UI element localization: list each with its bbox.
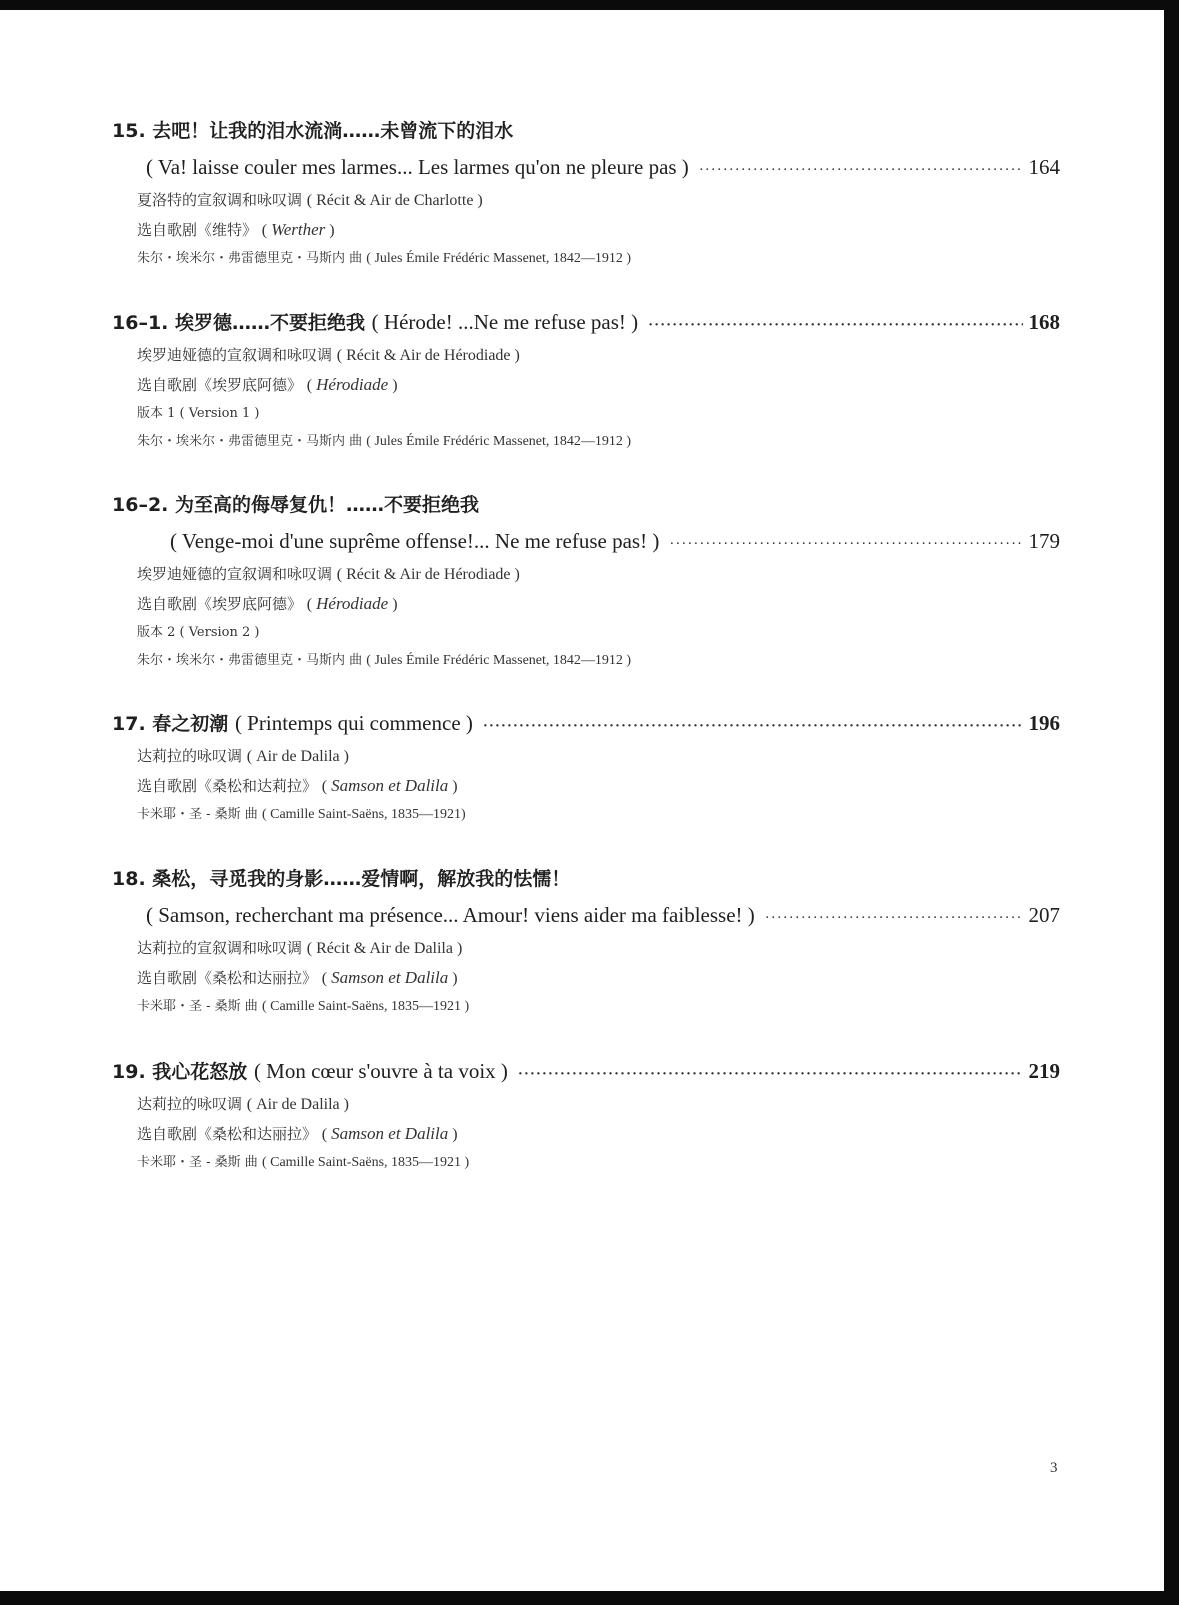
entry-aria: 夏洛特的宣叙调和咏叹调 ( Récit & Air de Charlotte ) — [137, 191, 483, 209]
toc-entry-18[interactable] — [112, 861, 1060, 1021]
entry-heading — [112, 861, 1060, 897]
entry-fr-title-line — [112, 897, 1060, 933]
entry-aria: 达莉拉的宣叙调和咏叹调 ( Récit & Air de Dalila ) — [137, 939, 463, 957]
entry-heading — [112, 487, 1060, 523]
entry-fr-title: ( Venge-moi d'une suprême offense!... Ne me refuse pas! ) — [170, 529, 660, 553]
entry-zh-title: 我心花怒放 — [152, 1061, 248, 1083]
toc-entry-17[interactable] — [112, 705, 1060, 829]
entry-version: 版本 2 ( Version 2 ) — [137, 625, 260, 640]
entry-opera: 选自歌剧《维特》 ( Werther ) — [137, 220, 335, 239]
entry-number: 15. — [112, 120, 146, 142]
entry-fr-title: ( Va! laisse couler mes larmes... Les larmes qu'on ne pleure pas ) — [146, 155, 689, 179]
bottom-border — [0, 1591, 1179, 1605]
entry-fr-title: ( Mon cœur s'ouvre à ta voix ) — [253, 1059, 508, 1083]
entry-number: 16–1. — [112, 312, 169, 334]
entry-opera: 选自歌剧《桑松和达丽拉》 ( Samson et Dalila ) — [137, 1124, 458, 1143]
entry-version: 版本 1 ( Version 1 ) — [137, 406, 260, 421]
entry-page-number[interactable]: 219 — [1028, 1059, 1060, 1083]
right-border — [1164, 0, 1179, 1605]
entry-page-number[interactable]: 179 — [1028, 529, 1060, 553]
entry-opera: 选自歌剧《埃罗底阿德》 ( Hérodiade ) — [137, 375, 398, 394]
entry-aria: 达莉拉的咏叹调 ( Air de Dalila ) — [137, 747, 349, 765]
entry-zh-title: 春之初潮 — [152, 713, 229, 735]
entry-heading — [112, 113, 1060, 149]
entry-zh-title: 去吧！让我的泪水流淌……未曾流下的泪水 — [152, 120, 514, 142]
leader-dots — [518, 1056, 1023, 1092]
entry-composer: 卡米耶・圣 - 桑斯 曲 ( Camille Saint-Saëns, 1835—1921) — [137, 807, 466, 822]
entry-page-number[interactable]: 196 — [1028, 711, 1060, 735]
entry-fr-title-line — [112, 149, 1060, 185]
entry-composer: 朱尔・埃米尔・弗雷德里克・马斯内 曲 ( Jules Émile Frédéric Massenet, 1842—1912 ) — [137, 251, 632, 266]
entry-zh-title: 埃罗德……不要拒绝我 — [175, 312, 366, 334]
entry-number: 17. — [112, 713, 146, 735]
entry-page-number[interactable]: 164 — [1028, 155, 1060, 179]
entry-composer: 卡米耶・圣 - 桑斯 曲 ( Camille Saint-Saëns, 1835—1921 ) — [137, 1155, 470, 1170]
entry-composer: 卡米耶・圣 - 桑斯 曲 ( Camille Saint-Saëns, 1835—1921 ) — [137, 999, 470, 1014]
entry-aria: 达莉拉的咏叹调 ( Air de Dalila ) — [137, 1095, 349, 1113]
entry-page-number[interactable]: 207 — [1028, 903, 1060, 927]
entry-number: 19. — [112, 1061, 146, 1083]
entry-opera: 选自歌剧《桑松和达莉拉》 ( Samson et Dalila ) — [137, 776, 458, 795]
leader-dots — [699, 152, 1023, 188]
toc-entry-15[interactable] — [112, 113, 1060, 273]
entry-heading — [112, 304, 1060, 340]
entry-aria: 埃罗迪娅德的宣叙调和咏叹调 ( Récit & Air de Hérodiade ) — [137, 565, 520, 583]
entry-fr-title: ( Samson, recherchant ma présence... Amour! viens aider ma faiblesse! ) — [146, 903, 755, 927]
leader-dots — [483, 708, 1023, 744]
entry-opera: 选自歌剧《桑松和达丽拉》 ( Samson et Dalila ) — [137, 968, 458, 987]
entry-page-number[interactable]: 168 — [1028, 310, 1060, 334]
page-number: 3 — [1050, 1460, 1058, 1476]
toc-entry-19[interactable] — [112, 1053, 1060, 1177]
entry-heading — [112, 705, 1060, 741]
entry-zh-title: 为至高的侮辱复仇！……不要拒绝我 — [175, 494, 480, 516]
leader-dots — [669, 526, 1022, 562]
leader-dots — [765, 900, 1023, 936]
entry-aria: 埃罗迪娅德的宣叙调和咏叹调 ( Récit & Air de Hérodiade ) — [137, 346, 520, 364]
leader-dots — [648, 307, 1022, 343]
entry-fr-title: ( Hérode! ...Ne me refuse pas! ) — [371, 310, 639, 334]
entry-composer: 朱尔・埃米尔・弗雷德里克・马斯内 曲 ( Jules Émile Frédéric Massenet, 1842—1912 ) — [137, 653, 632, 668]
entry-fr-title: ( Printemps qui commence ) — [234, 711, 473, 735]
top-border — [0, 0, 1179, 10]
entry-zh-title: 桑松，寻觅我的身影……爱情啊，解放我的怯懦！ — [152, 868, 571, 890]
entry-composer: 朱尔・埃米尔・弗雷德里克・马斯内 曲 ( Jules Émile Frédéric Massenet, 1842—1912 ) — [137, 434, 632, 449]
entry-number: 16–2. — [112, 494, 169, 516]
entry-number: 18. — [112, 868, 146, 890]
toc-entry-16-1[interactable] — [112, 304, 1060, 456]
entry-heading — [112, 1053, 1060, 1089]
toc-entry-16-2[interactable] — [112, 487, 1060, 675]
entry-opera: 选自歌剧《埃罗底阿德》 ( Hérodiade ) — [137, 594, 398, 613]
entry-fr-title-line — [112, 523, 1060, 559]
